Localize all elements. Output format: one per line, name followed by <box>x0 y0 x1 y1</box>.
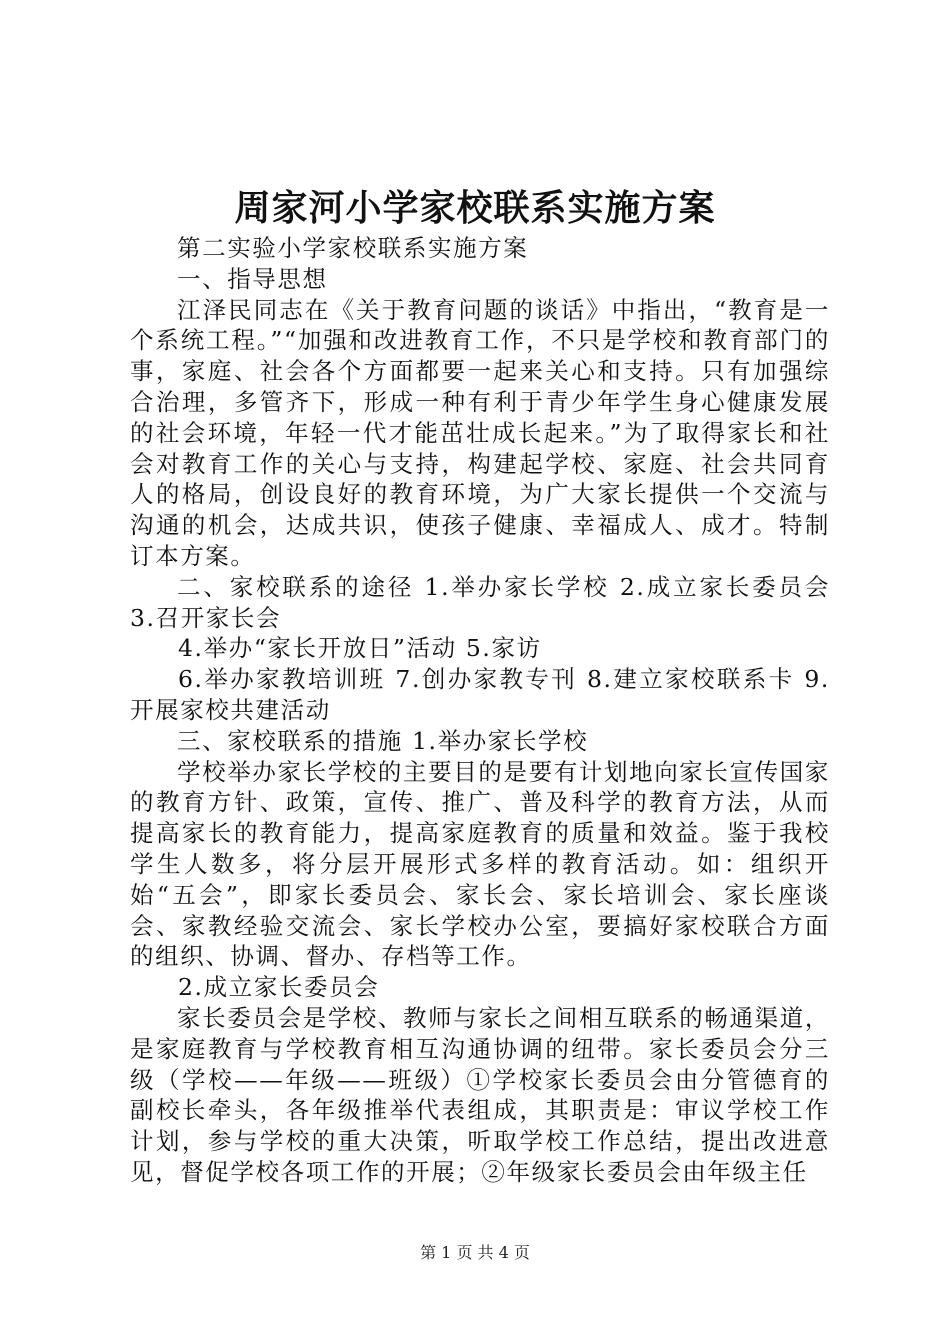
subtitle-paragraph: 第二实验小学家校联系实施方案 <box>177 234 529 262</box>
body-paragraph: 江泽民同志在《关于教育问题的谈话》中指出，“教育是一个系统工程。”“加强和改进教育工作，不只是学校和教育部门的事，家庭、社会各个方面都要一起来关心和支持。只有加强综合治理，多管齐下，形成一种有利于青少年学生身心健康发展的社会环境，年轻一代才能茁壮成长起来。”为了取得家长和社会对教育工作的关心与支持，构建起学校、家庭、社会共同育人的格局，创设良好的教育环境，为广大家长提供一个交流与沟通的机会，达成共识，使孩子健康、幸福成人、成才。特制订本方案。 <box>130 295 830 570</box>
list-line: 6.举办家教培训班 7.创办家教专刊 8.建立家校联系卡 9.开展家校共建活动 <box>130 665 830 724</box>
page-footer: 第 1 页 共 4 页 <box>420 1243 530 1262</box>
section-heading-1: 一、指导思想 <box>177 264 328 293</box>
section-heading-3: 三、家校联系的措施 1.举办家长学校 <box>177 726 589 755</box>
subsection-heading: 2.成立家长委员会 <box>178 973 380 1002</box>
body-paragraph: 学校举办家长学校的主要目的是要有计划地向家长宣传国家的教育方针、政策，宣传、推广、普及科学的教育方法，从而提高家长的教育能力，提高家庭教育的质量和效益。鉴于我校学生人数多，将分层开展形式多样的教育活动。如：组织开始“五会”，即家长委员会、家长会、家长培训会、家长座谈会、家教经验交流会、家长学校办公室，要搞好家校联合方面的组织、协调、督办、存档等工作。 <box>130 757 830 971</box>
body-paragraph: 家长委员会是学校、教师与家长之间相互联系的畅通渠道，是家庭教育与学校教育相互沟通协调的纽带。家长委员会分三级（学校——年级——班级）①学校家长委员会由分管德育的副校长牵头，各年级推举代表组成，其职责是：审议学校工作计划，参与学校的重大决策，听取学校工作总结，提出改进意见，督促学校各项工作的开展；②年级家长委员会由年级主任 <box>130 1003 830 1186</box>
section-heading-2: 二、家校联系的途径 1.举办家长学校 2.成立家长委员会 3.召开家长会 <box>130 572 830 632</box>
document-body <box>130 233 830 1188</box>
document-title: 周家河小学家校联系实施方案 <box>234 187 716 229</box>
list-line: 4.举办“家长开放日”活动 5.家访 <box>178 634 542 663</box>
